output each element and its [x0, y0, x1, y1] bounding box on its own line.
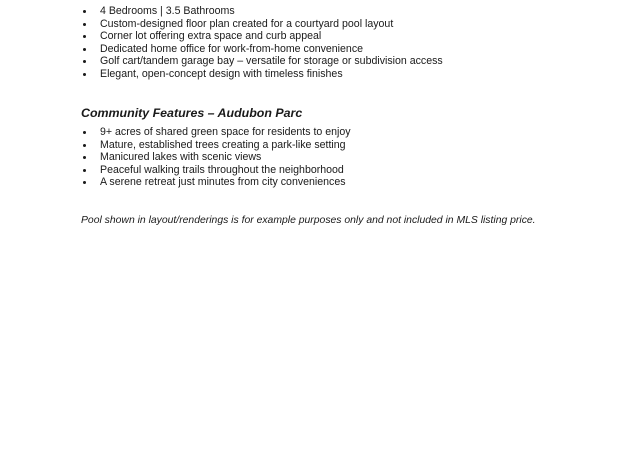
list-item: Custom-designed floor plan created for a courtyard pool layout: [80, 18, 443, 31]
disclaimer-text: Pool shown in layout/renderings is for example purposes only and not included in MLS listing price.: [81, 215, 536, 226]
list-item: 4 Bedrooms | 3.5 Bathrooms: [80, 5, 443, 18]
list-item: Mature, established trees creating a park-like setting: [80, 139, 351, 152]
home-features-list: [80, 5, 443, 81]
list-item: Corner lot offering extra space and curb appeal: [80, 30, 443, 43]
list-item: Manicured lakes with scenic views: [80, 151, 351, 164]
list-item: Dedicated home office for work-from-home convenience: [80, 43, 443, 56]
list-item: A serene retreat just minutes from city conveniences: [80, 176, 351, 189]
list-item: Peaceful walking trails throughout the neighborhood: [80, 164, 351, 177]
community-heading: Community Features – Audubon Parc: [81, 106, 303, 120]
list-item: Elegant, open-concept design with timeless finishes: [80, 68, 443, 81]
list-item: Golf cart/tandem garage bay – versatile for storage or subdivision access: [80, 55, 443, 68]
list-item: 9+ acres of shared green space for residents to enjoy: [80, 126, 351, 139]
community-features-list: [80, 126, 351, 189]
